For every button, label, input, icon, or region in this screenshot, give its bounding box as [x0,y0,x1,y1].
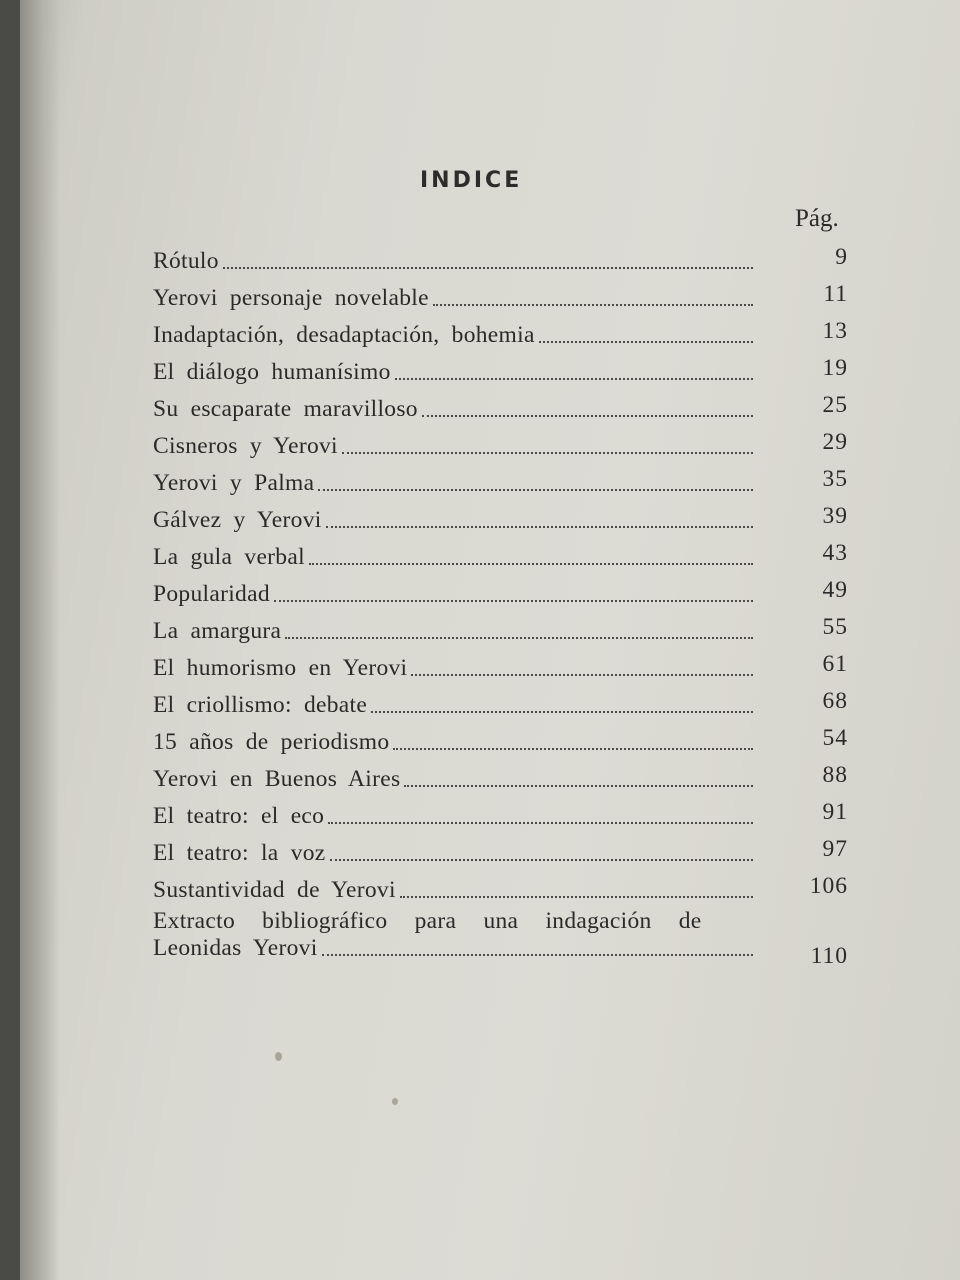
dot-leader [404,784,753,787]
dot-leader [411,673,753,676]
toc-entry [153,756,848,793]
paper-stain [392,1098,398,1105]
toc-entry-title: El teatro: la voz [153,840,326,866]
toc-entry-title: Inadaptación, desadaptación, bohemia [153,322,535,348]
toc-entry-title: El teatro: el eco [153,803,325,829]
toc-entry [153,423,848,460]
toc-entry-title: El humorismo en Yerovi [153,655,408,681]
toc-entry-page: 91 [822,799,848,825]
dot-leader [322,953,753,956]
page-gutter-shadow [20,0,60,1280]
toc-entry [153,719,848,756]
toc-entry [153,608,848,645]
dot-leader [400,895,753,898]
toc-entry-page: 39 [822,503,848,529]
book-page [20,0,960,1280]
toc-entry-page: 11 [823,281,848,307]
toc-entry-page: 110 [810,943,848,969]
toc-entry [153,349,848,386]
toc-entry-title: Popularidad [153,581,270,607]
toc-entry-title: Yerovi y Palma [153,470,315,496]
toc-entry-page: 61 [822,651,848,677]
toc-entry-title-line2-wrap [153,935,848,962]
toc-entry-page: 29 [822,429,848,455]
dot-leader [309,562,753,565]
dot-leader [318,488,753,491]
toc-entry-multiline [153,904,848,974]
toc-entry-page: 35 [822,466,848,492]
dot-leader [326,525,753,528]
index-heading: INDICE [420,168,523,193]
table-of-contents [153,238,848,974]
dot-leader [422,414,753,417]
dot-leader [395,377,753,380]
toc-entry-title: Yerovi en Buenos Aires [153,766,401,792]
toc-entry-title: El criollismo: debate [153,692,368,718]
toc-entry [153,534,848,571]
dot-leader [371,710,753,713]
toc-entry [153,793,848,830]
dot-leader [328,821,753,824]
toc-entry-title: Su escaparate maravilloso [153,396,418,422]
toc-entry-page: 25 [822,392,848,418]
toc-entry [153,386,848,423]
dot-leader [342,451,753,454]
toc-entry [153,275,848,312]
toc-entry [153,682,848,719]
toc-entry [153,645,848,682]
toc-entry [153,497,848,534]
toc-entry-page: 43 [822,540,848,566]
page-column-label: Pág. [795,205,839,232]
toc-entry-page: 106 [809,873,848,899]
toc-entry-page: 97 [822,836,848,862]
toc-entry-page: 19 [822,355,848,381]
toc-entry-page: 9 [835,244,848,270]
toc-entry [153,867,848,904]
dot-leader [393,747,753,750]
toc-entry [153,571,848,608]
toc-entry-page: 54 [822,725,848,751]
toc-entry [153,238,848,275]
toc-entry-title: Yerovi personaje novelable [153,285,429,311]
dot-leader [274,599,753,602]
toc-entry-title: 15 años de periodismo [153,729,390,755]
toc-entry-title: La gula verbal [153,544,305,570]
toc-entry-title: La amargura [153,618,282,644]
toc-entry-title: Gálvez y Yerovi [153,507,322,533]
toc-entry-title-line1: Extracto bibliográfico para una indagación de [153,908,702,934]
toc-entry-title: Sustantividad de Yerovi [153,877,396,903]
toc-entry [153,460,848,497]
dot-leader [433,303,753,306]
dot-leader [330,858,753,861]
toc-entry-page: 55 [822,614,848,640]
toc-entry-title: Rótulo [153,248,219,274]
toc-entry-title: Cisneros y Yerovi [153,433,338,459]
toc-entry-title: El diálogo humanísimo [153,359,391,385]
toc-entry-page: 13 [822,318,848,344]
toc-entry-title-line2: Leonidas Yerovi [153,935,318,961]
toc-entry-page: 88 [822,762,848,788]
toc-entry [153,312,848,349]
dot-leader [539,340,753,343]
dot-leader [285,636,753,639]
toc-entry-page: 49 [822,577,848,603]
toc-entry [153,830,848,867]
toc-entry-page: 68 [822,688,848,714]
dot-leader [223,266,753,269]
paper-stain [275,1052,282,1061]
